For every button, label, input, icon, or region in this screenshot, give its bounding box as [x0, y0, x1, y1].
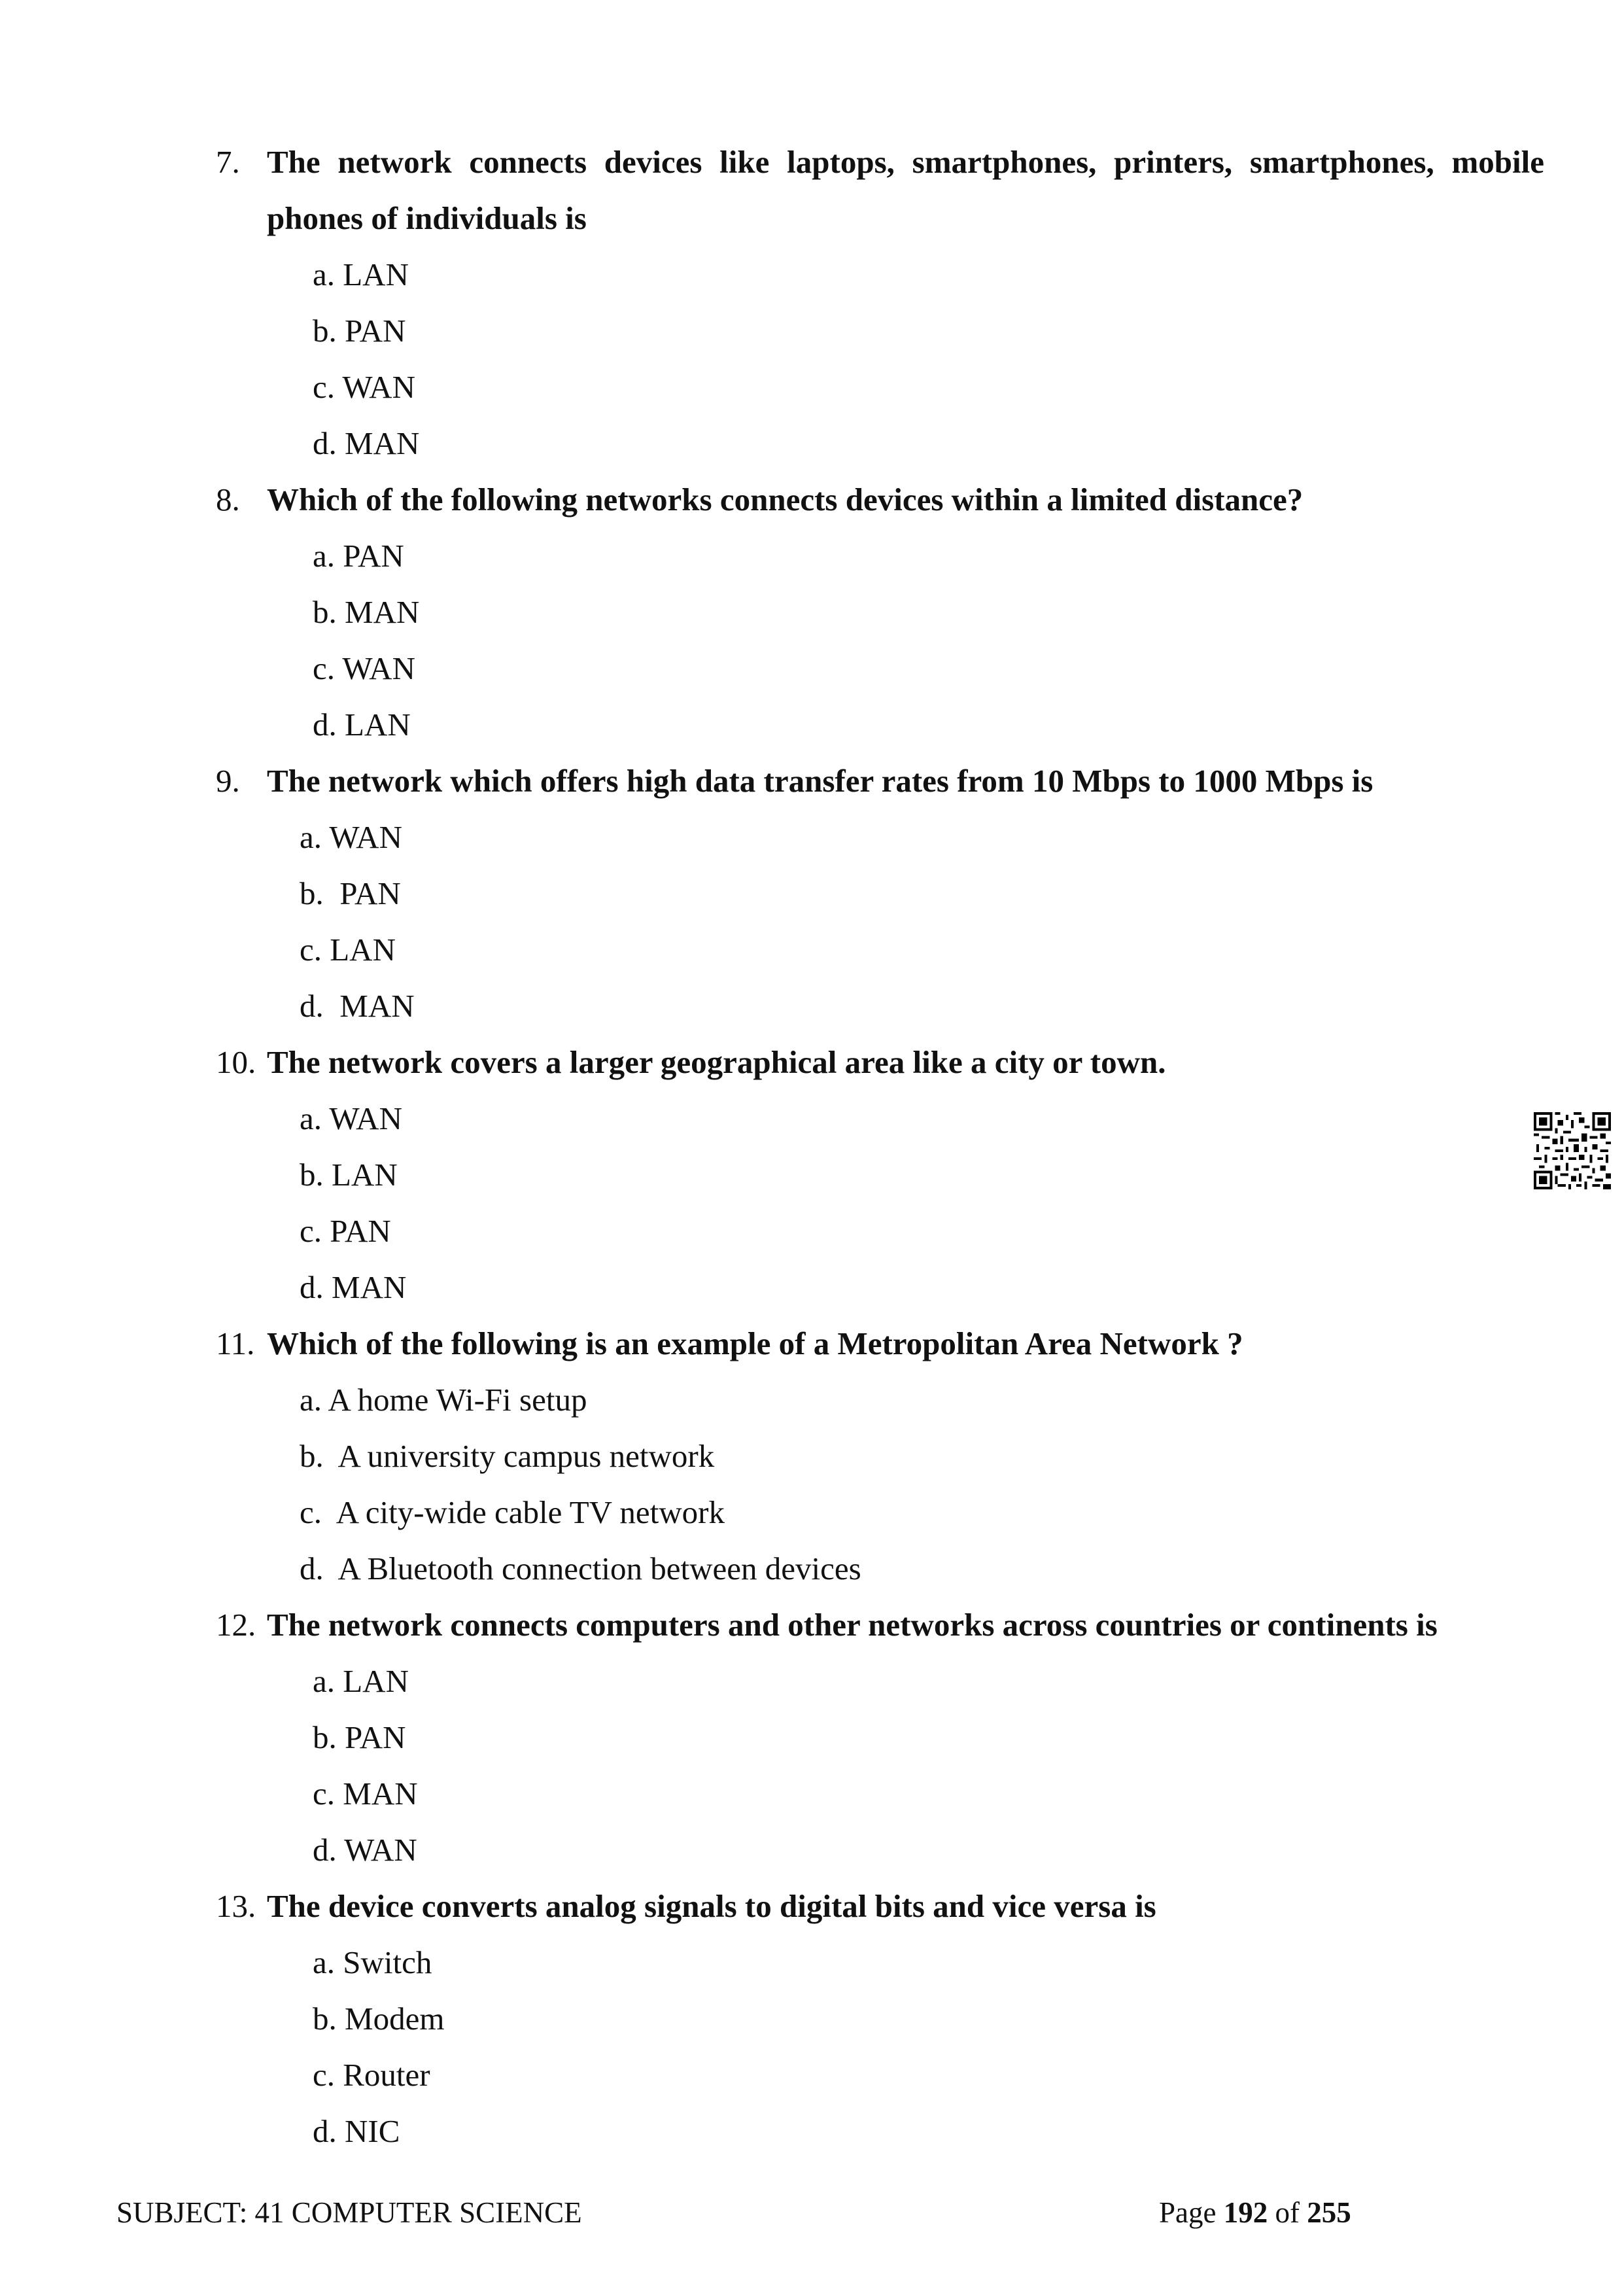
option-b: b. A university campus network [300, 1438, 715, 1474]
option-b: b. Modem [313, 2001, 445, 2037]
question-number: 10. [216, 1044, 256, 1080]
question-text: The network which offers high data transfer rates from 10 Mbps to 1000 Mbps is [267, 763, 1373, 799]
question-number: 9. [216, 763, 240, 799]
option-c: c. WAN [313, 650, 415, 686]
option-c: c. LAN [300, 932, 396, 968]
option-b: b. PAN [313, 1719, 406, 1755]
page-prefix: Page [1159, 2196, 1217, 2229]
question-text: Which of the following is an example of a Metropolitan Area Network ? [267, 1325, 1243, 1361]
option-a: a. A home Wi-Fi setup [300, 1382, 587, 1418]
page-current: 192 [1223, 2196, 1268, 2229]
option-b: b. PAN [313, 313, 406, 349]
qr-code-icon[interactable] [1534, 1112, 1611, 1189]
option-d: d. LAN [313, 707, 411, 743]
option-a: a. PAN [313, 538, 404, 574]
question-text: The device converts analog signals to digital bits and vice versa is [267, 1888, 1156, 1924]
footer-subject: SUBJECT: 41 COMPUTER SCIENCE [116, 2196, 582, 2229]
question-text: The network connects computers and other networks across countries or continents is [267, 1607, 1438, 1643]
option-d: d. WAN [313, 1832, 417, 1868]
question-text: Which of the following networks connects devices within a limited distance? [267, 482, 1304, 517]
option-c: c. WAN [313, 369, 415, 405]
option-b: b. MAN [313, 594, 420, 630]
option-d: d. MAN [313, 425, 420, 461]
question-number: 8. [216, 482, 240, 517]
option-a: a. LAN [313, 1663, 409, 1699]
option-b: b. PAN [300, 875, 401, 911]
option-a: a. Switch [313, 1944, 432, 1980]
page-total: 255 [1307, 2196, 1351, 2229]
question-number: 12. [216, 1607, 256, 1643]
question-number: 7. [216, 144, 240, 180]
question-number: 11. [216, 1325, 255, 1361]
question-text: The network covers a larger geographical area like a city or town. [267, 1044, 1166, 1080]
option-c: c. MAN [313, 1776, 418, 1812]
option-a: a. LAN [313, 256, 409, 292]
option-a: a. WAN [300, 819, 402, 855]
option-c: c. Router [313, 2057, 430, 2093]
option-d: d. A Bluetooth connection between devices [300, 1550, 861, 1586]
page-of: of [1275, 2196, 1300, 2229]
option-d: d. MAN [300, 1269, 407, 1305]
option-a: a. WAN [300, 1100, 402, 1136]
question-number: 13. [216, 1888, 256, 1924]
option-d: d. NIC [313, 2113, 400, 2149]
question-text: The network connects devices like laptops, smartphones, printers, smartphones, mobile phones of individuals is [267, 144, 1544, 236]
option-d: d. MAN [300, 988, 415, 1024]
footer-page-number [1159, 2193, 1351, 2232]
option-b: b. LAN [300, 1157, 398, 1193]
option-c: c. A city-wide cable TV network [300, 1494, 725, 1530]
option-c: c. PAN [300, 1213, 391, 1249]
